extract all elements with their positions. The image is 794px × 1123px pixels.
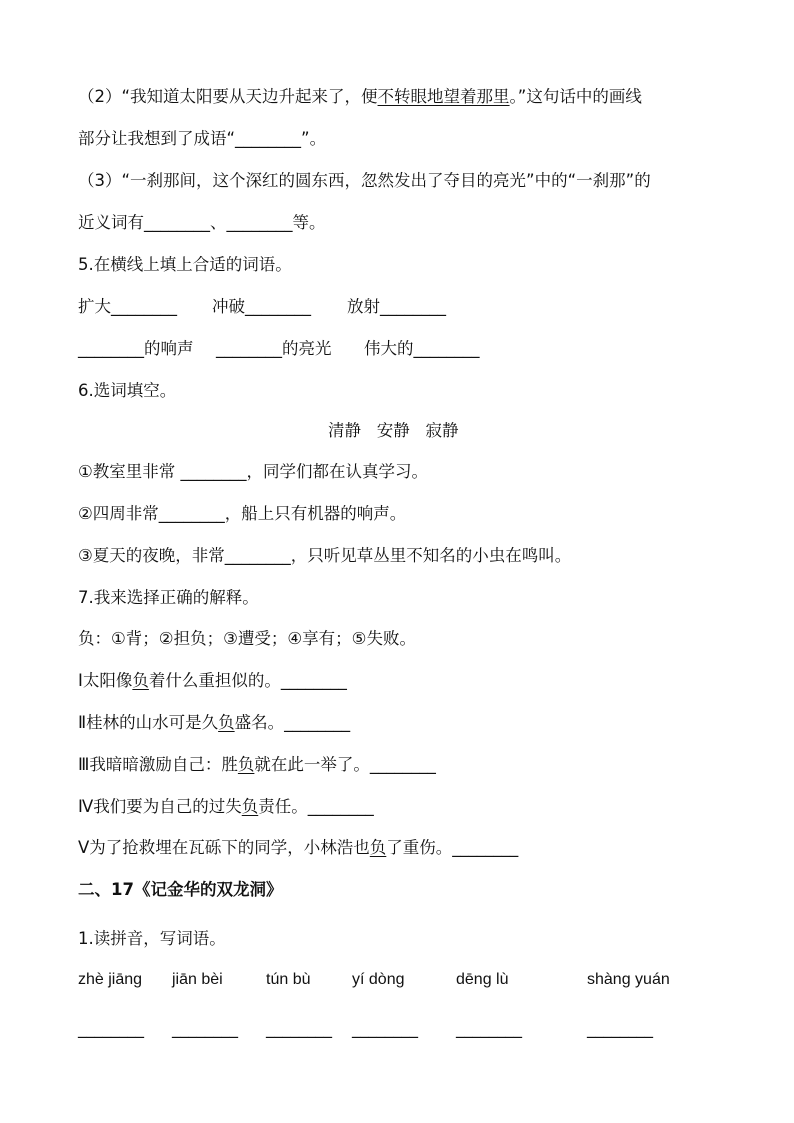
q7-item [78, 754, 436, 776]
q2-underlined-phrase: 不转眼地望着那里 [377, 87, 510, 106]
q7-item-pre: Ⅳ我们要为自己的过失 [78, 797, 242, 816]
q7-item-underlined: 负 [369, 838, 387, 857]
q7-item [78, 837, 518, 859]
q2-text-post: 。”这句话中的画线 [509, 87, 642, 106]
q6-item: ②四周非常________，船上只有机器的响声。 [78, 504, 407, 523]
q2-line2: 部分让我想到了成语“________”。 [78, 129, 327, 148]
pinyin-label: jiān bèi [172, 971, 223, 988]
q7-item-pre: Ⅱ桂林的山水可是久 [78, 713, 219, 732]
q5-row1-item: 扩大________ [78, 297, 177, 316]
q2-line1 [78, 86, 642, 108]
answer-blank: ________ [172, 1019, 238, 1038]
q7-item [78, 796, 374, 818]
answer-blank: ________ [456, 1019, 522, 1038]
q5-row1-item: 冲破________ [212, 297, 311, 316]
q7-item [78, 712, 350, 734]
q6-word-options: 清静 安静 寂静 [328, 421, 459, 440]
pinyin-label: zhè jiāng [78, 971, 143, 988]
pinyin-label: yí dòng [352, 971, 405, 988]
pinyin-label: dēng lù [456, 971, 509, 988]
pinyin-label: tún bù [266, 971, 311, 988]
q6-item: ③夏天的夜晚，非常________，只听见草丛里不知名的小虫在鸣叫。 [78, 546, 572, 565]
q7-meanings: 负：①背；②担负；③遭受；④享有；⑤失败。 [78, 629, 416, 648]
q7-item [78, 670, 347, 692]
section2-q1-title: 1.读拼音，写词语。 [78, 929, 226, 948]
pinyin-label: shàng yuán [587, 971, 670, 988]
q7-item-post: 盛名。________ [234, 713, 351, 732]
answer-blank: ________ [266, 1019, 332, 1038]
q7-item-underlined: 负 [237, 755, 255, 774]
q2-text-pre: （2）“我知道太阳要从天边升起来了，便 [78, 87, 378, 106]
q6-item: ①教室里非常 ________，同学们都在认真学习。 [78, 462, 429, 481]
q7-item-pre: Ⅰ太阳像 [78, 671, 133, 690]
q7-title: 7.我来选择正确的解释。 [78, 588, 259, 607]
q7-item-pre: Ⅲ我暗暗激励自己：胜 [78, 755, 238, 774]
q3-line2: 近义词有________、________等。 [78, 213, 326, 232]
q5-row2-item: ________的响声 [78, 339, 194, 358]
q5-row2-item: ________的亮光 [216, 339, 332, 358]
q7-item-pre: Ⅴ为了抢救埋在瓦砾下的同学，小林浩也 [78, 838, 370, 857]
answer-blank: ________ [352, 1019, 418, 1038]
q5-title: 5.在横线上填上合适的词语。 [78, 255, 292, 274]
answer-blank: ________ [78, 1019, 144, 1038]
q7-item-post: 了重伤。________ [386, 838, 519, 857]
q7-item-underlined: 负 [241, 797, 259, 816]
q5-row2-item: 伟大的________ [364, 339, 480, 358]
q7-item-post: 就在此一举了。________ [254, 755, 436, 774]
q3-line1: （3）“一刹那间，这个深红的圆东西，忽然发出了夺目的亮光”中的“一刹那”的 [78, 171, 651, 190]
q5-row1-item: 放射________ [347, 297, 446, 316]
q7-item-underlined: 负 [218, 713, 235, 732]
answer-blank: ________ [587, 1019, 653, 1038]
q7-item-post: 着什么重担似的。________ [148, 671, 347, 690]
q6-title: 6.选词填空。 [78, 381, 177, 400]
q7-item-post: 责任。________ [258, 797, 374, 816]
section-heading: 二、17《记金华的双龙洞》 [78, 880, 283, 899]
q7-item-underlined: 负 [132, 671, 149, 690]
